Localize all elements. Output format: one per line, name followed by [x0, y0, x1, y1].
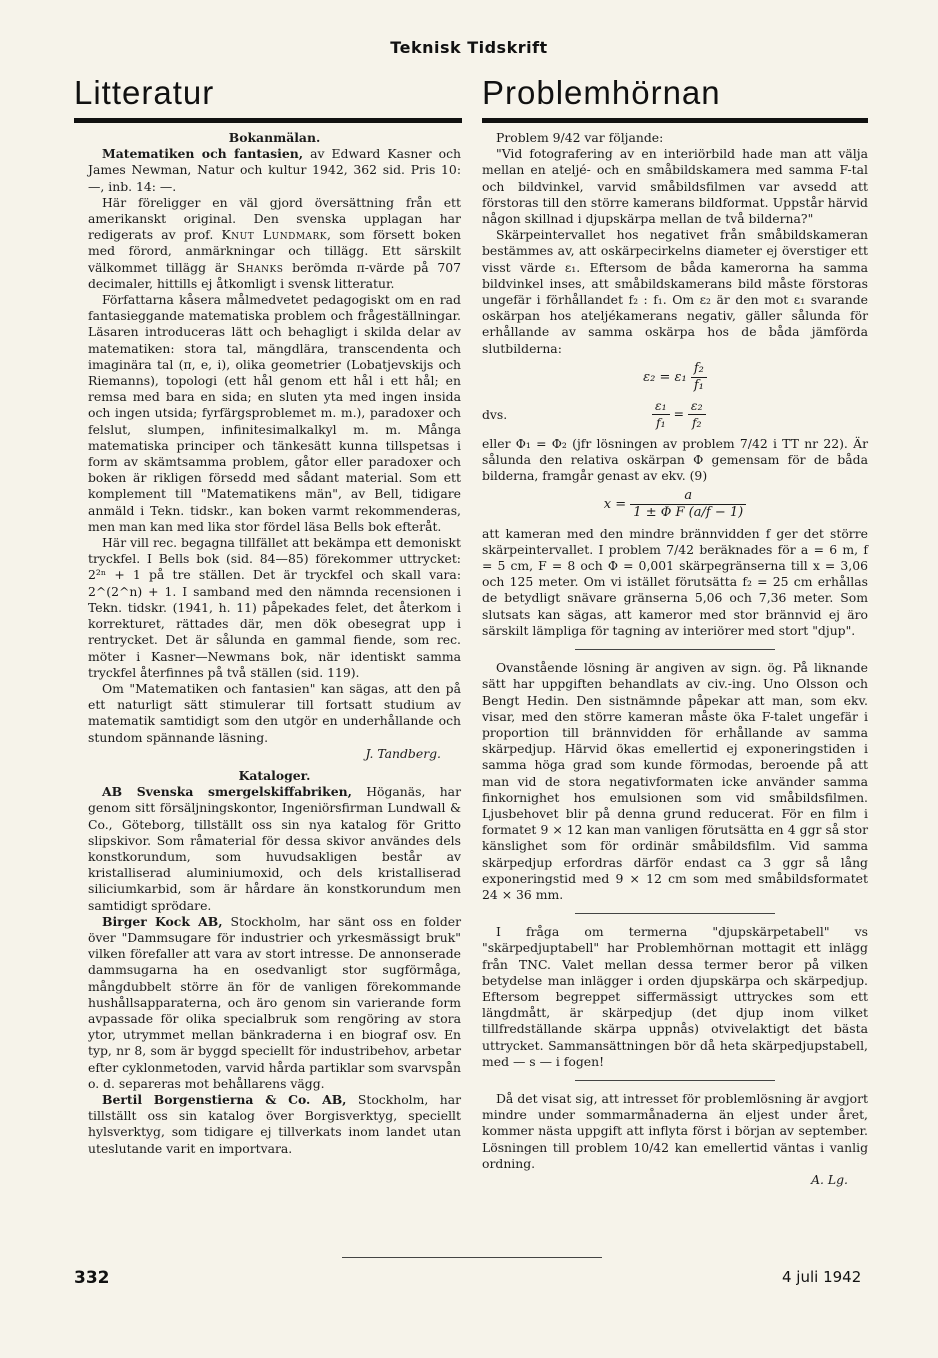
problem-intro: Problem 9/42 var följande: [496, 130, 664, 145]
reviewer-signature: J. Tandberg. [365, 745, 441, 761]
catalog-company-3: Bertil Borgenstierna & Co. AB, [102, 1091, 347, 1107]
left-column [88, 130, 461, 1157]
review-paragraph-3: Här vill rec. begagna tillfället att bekämpa ett demoniskt tryckfel. I Bells bok (sid. 84—85) förekommer uttrycket: 2²ⁿ + 1 på tre ställen. Det är tryckfel och skall vara: 2^(2^n) + 1. I samband med den nämnda recensionen i Tekn. tidskr. (1941, h. 11) påpekades felet, det återkom i korrekturet, rättades där, men dök obesegrat upp i rentrycket. Det är sålunda en gammal fiende, som rec. möter i Kasner—Newmans bok, när identiskt samma tryckfel återfinnes på två ställen (sid. 119). [88, 535, 461, 680]
formula-1-numerator: f₂ [691, 361, 707, 378]
catalog-heading: Kataloger. [238, 767, 311, 783]
author-name-lundmark: Knut Lundmark [221, 227, 328, 243]
book-title: Matematiken och fantasien, [102, 146, 304, 162]
review-p1-text-a: Här föreligger en väl gjord översättning från ett amerikanskt original. Den svenska upplagan har redigerats av prof. [88, 194, 461, 243]
formula-1-left: ε₂ = ε₁ [643, 370, 687, 386]
catalog-entry-2 [88, 914, 461, 1092]
review-paragraph-2: Författarna kåsera målmedvetet pedagogiskt om en rad fantasieggande matematiska problem och frågeställningar. Läsaren introduceras lätt och behagligt i skilda delar av matematiken: stora tal, mängdlära, transcendenta och imaginära tal (π, e, i), olika geometrier (Lobatjevskijs och Riemanns), topologi (ett hål genom ett hål i ett hål; en remsa med bara en sida; en sluten yta med ingen insida och ingen utsida; fyrfärgsproblemet m. m.), paradoxer och felslut, slumpen, infinitesimalkalkyl m. m. Många matematiska principer och tänkesätt kunna tillspetsas i form av skämtsamma problem, gåtor eller paradoxer och boken är rikligen försedd med sådant material. Som ett komplement till "Matematikens män", av Bell, tidigare anmäld i Tekn. tidskr., kan boken varmt rekommenderas, men man kan med lika stor fördel läsa Bells bok efteråt. [88, 292, 461, 534]
editor-signature: A. Lg. [811, 1171, 848, 1187]
formula-3-denominator: 1 ± Φ F (a/f − 1) [633, 505, 744, 521]
catalog-text-1: Höganäs, har genom sitt försäljningskontor, Ingeniörsfirman Lundwall & Co., Göteborg, tillställt oss sin nya katalog för Gritto slipskivor. Som råmaterial för dessa skivor användes dels konstkorundum, som huvudsakligen består av kristalliserad aluminiumoxid, och dels kristalliserad siliciumkarbid, som är hårdare än konstkorundum men samtidigt sprödare. [88, 784, 461, 913]
masthead: Teknisk Tidskrift [390, 38, 548, 57]
terminology-paragraph: I fråga om termerna "djupskärpetabell" vs "skärpedjuptabell" har Problemhörnan mottagit ett inlägg från TNC. Valet mellan dessa termer beror på vilken betydelse man inlägger i orden djupskärpa och skärpedjup. Eftersom begreppet siffermässigt uttryckes som ett längdmått, är skärpedjup (det djup inom vilket tillfredställande skärpa uppnås) otvivelaktigt det bästa uttrycket. Sammansättningen bör då heta skärpedjupstabell, med — s — i fogen! [482, 924, 868, 1069]
formula-2-equals: = [673, 406, 684, 422]
page-number: 332 [74, 1268, 110, 1288]
catalog-text-2: Stockholm, har sänt oss en folder över "Dammsugare för industrier och yrkesmässigt bruk" vilken förefaller att vara av stort intresse. De annonserade dammsugarna ha en osedvanligt stor sugförmåga, mångdubbelt större än för de vanligen förekommande hushållsapparaterna, och äro genom sin varierande form avpassade för olika specialbruk som rengöring av stora ytor, utrymmet mellan bänkraderna i en biograf osv. En typ, nr 8, som är byggd speciellt för industribehov, arbetar efter cyklonmetoden, varvid hårda partiklar som svarvspån o. d. separeras mot behållarens vägg. [88, 913, 462, 1091]
issue-date: 4 juli 1942 [782, 1268, 862, 1286]
catalog-entry-3 [88, 1092, 461, 1157]
review-heading: Bokanmälan. [228, 130, 321, 145]
formula-3-fraction [630, 488, 746, 521]
formula-2-num-left: ε₁ [652, 398, 670, 415]
section-title-litteratur: Litteratur [74, 74, 215, 111]
formula-2-label: dvs. [482, 406, 508, 422]
review-paragraph-1 [88, 195, 461, 292]
solution-paragraph-3: att kameran med den mindre brännvidden f ger det större skärpeintervallet. I problem 7/42 beräknades för a = 6 m, f = 5 cm, F = 8 och Φ = 0,001 skärpegränserna till x = 3,06 och 125 meter. Om vi istället förutsätta f₂ = 25 cm erhållas de betydligt snävare gränserna 5,06 och 7,36 meter. Som slutsats kan sägas, att kameror med stor brännvid ej äro särskilt lämpliga för tagning av interiörer med stort "djup". [482, 525, 868, 638]
review-p1-text-c: berömda π-värde på 707 decimaler, hittills ej åtkomligt i svensk litteratur. [88, 259, 462, 291]
right-column [482, 130, 868, 1188]
problem-statement: "Vid fotografering av en interiörbild hade man att välja mellan en ateljé- och en småbildskamera med samma F-tal och bildvinkel, varvid småbildsfilmen var avsedd att förstoras till den större kamerans bildformat. Uppstår härvid någon skillnad i djupskärpa mellan de två bilderna?" [482, 146, 868, 227]
formula-2-fraction-left [652, 398, 670, 431]
formula-2-den-left: f₁ [656, 415, 666, 431]
book-reference [88, 146, 461, 195]
title-rule-left [74, 118, 462, 123]
title-rule-right [482, 118, 868, 123]
formula-3 [482, 488, 868, 521]
remarks-paragraph: Ovanstående lösning är angiven av sign. ög. På liknande sätt har uppgiften behandlats av civ.-ing. Uno Olsson och Bengt Hedin. Den sistnämnde påpekar att man, som ekv. visar, med den större kameran måste öka F-talet ungefär i proportion till brännvidden för erhållande av samma skärpedjup. Härvid ökas emellertid ej exponeringstiden i samma höga grad som kunde förmodas, beroende på att man vid de stora negativformaten icke använder samma finkornighet hos emulsionen som vid småbildsfilmen. Ljusbehovet blir på denna grund reducerat. För en film i formatet 9 × 12 kan man vanligen förutsätta en 4 ggr så stor känslighet som för ordinär småbildsfilm. Vid samma skärpedjup erfordras därför endast ca 3 ggr så lång exponeringstid med 9 × 12 cm som med småbildsformatet 24 × 36 mm. [482, 660, 868, 902]
section-divider-3 [575, 1080, 775, 1081]
solution-paragraph-1: Skärpeintervallet hos negativet från småbildskameran bestämmes av, att oskärpecirkelns diameter ej överstiger ett visst värde ε₁. Eftersom de båda kamerorna ha samma bildvinkel inses, att småbildskamerans bild måste förstoras ungefär i förhållandet f₂ : f₁. Om ε₂ är den mot ε₁ svarande oskärpan hos ateljékamerans negativ, gäller sålunda för erhållande av samma oskärpa hos de båda jämförda slutbilderna: [482, 227, 868, 356]
announcement-paragraph: Då det visat sig, att intresset för problemlösning är avgjort mindre under sommarmånaderna än eljest under året, kommer nästa uppgift att inflyta först i början av september. Lösningen till problem 10/42 kan emellertid väntas i vanlig ordning. [482, 1090, 868, 1171]
formula-2-equation [652, 398, 706, 431]
book-details: av Edward Kasner och James Newman, Natur och kultur 1942, 362 sid. Pris 10: —, inb. 14: —. [88, 146, 461, 194]
catalog-company-2: Birger Kock AB, [102, 913, 223, 929]
formula-3-numerator: a [630, 488, 746, 505]
catalog-entry-1 [88, 784, 461, 914]
formula-1-denominator: f₁ [693, 378, 704, 394]
review-paragraph-4: Om "Matematiken och fantasien" kan sägas, att den på ett naturligt sätt stimulerar till fortsatt studium av matematik samtidigt som den utgör en underhållande och stundom spännande läsning. [88, 680, 461, 745]
solution-paragraph-2: eller Φ₁ = Φ₂ (jfr lösningen av problem 7/42 i TT nr 22). Är sålunda den relativa oskärpan Φ gemensam för de båda bilderna, framgår genast av ekv. (9) [482, 435, 868, 484]
section-title-problemhornan: Problemhörnan [482, 74, 721, 111]
author-name-shanks: Shanks [236, 259, 284, 275]
catalog-company-1: AB Svenska smergelskiffabriken, [102, 784, 352, 800]
bottom-divider [342, 1257, 602, 1258]
section-divider-1 [575, 649, 775, 650]
formula-2-num-right: ε₂ [688, 398, 706, 415]
formula-1-fraction [691, 361, 707, 394]
formula-2 [482, 398, 868, 431]
catalog-text-3: Stockholm, har tillställt oss sin katalog över Borgisverktyg, speciellt hylsverktyg, som tidigare ej tillverkats inom landet utan uteslutande varit en importvara. [88, 1091, 461, 1156]
formula-3-left: x = [603, 497, 627, 513]
section-divider-2 [575, 913, 775, 914]
formula-2-den-right: f₂ [691, 415, 702, 431]
formula-1 [482, 361, 868, 394]
formula-2-fraction-right [688, 398, 706, 431]
review-p1-text-b: , som försett boken med förord, anmärkningar och tillägg. Ett särskilt välkommet tillägg är [88, 227, 462, 275]
